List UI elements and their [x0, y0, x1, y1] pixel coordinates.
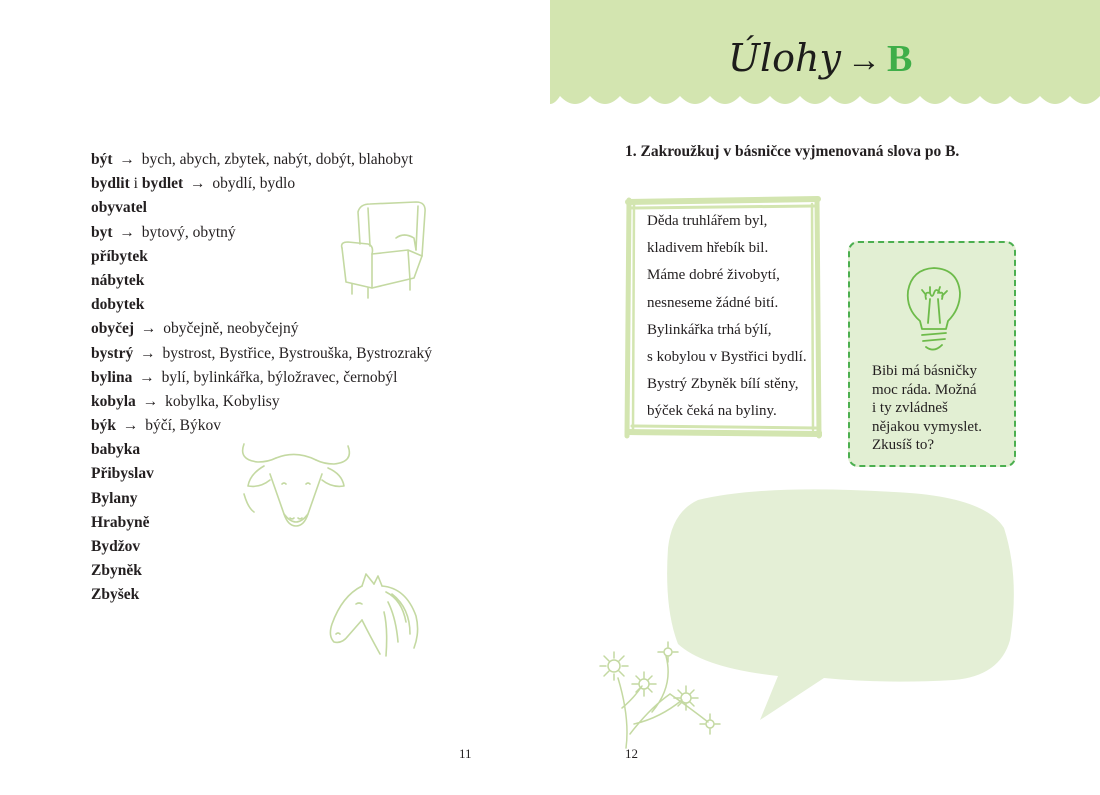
- list-item: býk → býčí, Býkov: [91, 417, 222, 435]
- list-item: Přibyslav: [91, 465, 154, 483]
- poem: [647, 208, 807, 426]
- tip-line: Zkusíš to?: [872, 437, 935, 453]
- list-item: být → bych, abych, zbytek, nabýt, dobýt, blahobyt: [91, 151, 413, 168]
- list-item: kobyla → kobylka, Kobylisy: [91, 392, 280, 410]
- list-item: dobytek: [91, 296, 145, 314]
- list-item: obyvatel: [91, 199, 147, 217]
- list-item: bydlit i bydlet → obydlí, bydlo: [91, 175, 296, 193]
- poem-line: Bylinkářka trhá býlí,: [647, 321, 772, 338]
- page-number: 12: [625, 746, 638, 761]
- poem-line: kladivem hřebík bil.: [647, 240, 769, 257]
- title-arrow: →: [847, 42, 881, 79]
- title-letter: B: [887, 38, 913, 80]
- list-item: babyka: [91, 441, 141, 459]
- page-number: 11: [459, 746, 472, 761]
- poem-line: s kobylou v Bystřici bydlí.: [647, 348, 807, 365]
- list-item: Zbyněk: [91, 562, 142, 580]
- list-item: Hrabyně: [91, 513, 150, 531]
- bull-icon: [238, 434, 354, 532]
- tip-line: moc ráda. Možná: [872, 381, 977, 398]
- poem-line: nesneseme žádné bití.: [647, 294, 779, 311]
- flowers-icon: [590, 638, 740, 750]
- list-item: obyčej → obyčejně, neobyčejný: [91, 320, 299, 338]
- list-item: bylina → bylí, bylinkářka, býložravec, černobýl: [91, 368, 398, 386]
- poem-line: Děda truhlářem byl,: [647, 213, 768, 229]
- list-item: Bylany: [91, 489, 138, 507]
- lightbulb-icon: [902, 263, 964, 353]
- page-title: [728, 36, 912, 81]
- list-item: Bydžov: [91, 538, 141, 555]
- list-item: bystrý → bystrost, Bystřice, Bystrouška, Bystrozraký: [91, 344, 432, 362]
- tip-box: [848, 241, 1016, 467]
- list-item: byt → bytový, obytný: [91, 223, 236, 241]
- poem-line: býček čeká na byliny.: [647, 403, 777, 420]
- task-instruction: 1. Zakroužkuj v básničce vyjmenovaná slova po B.: [625, 143, 960, 160]
- horse-icon: [326, 572, 424, 660]
- list-item: Zbyšek: [91, 586, 140, 604]
- right-page: [550, 0, 1100, 795]
- tip-line: Bibi má básničky: [872, 363, 977, 379]
- tip-line: i ty zvládneš: [872, 400, 948, 416]
- tip-text: [872, 362, 982, 455]
- tip-line: nějakou vymyslet.: [872, 418, 982, 435]
- list-item: nábytek: [91, 271, 145, 289]
- poem-line: Bystrý Zbyněk bílí stěny,: [647, 376, 799, 393]
- armchair-icon: [338, 198, 430, 304]
- poem-line: Máme dobré živobytí,: [647, 267, 780, 284]
- title-word: Úlohy: [728, 36, 841, 80]
- list-item: příbytek: [91, 247, 148, 265]
